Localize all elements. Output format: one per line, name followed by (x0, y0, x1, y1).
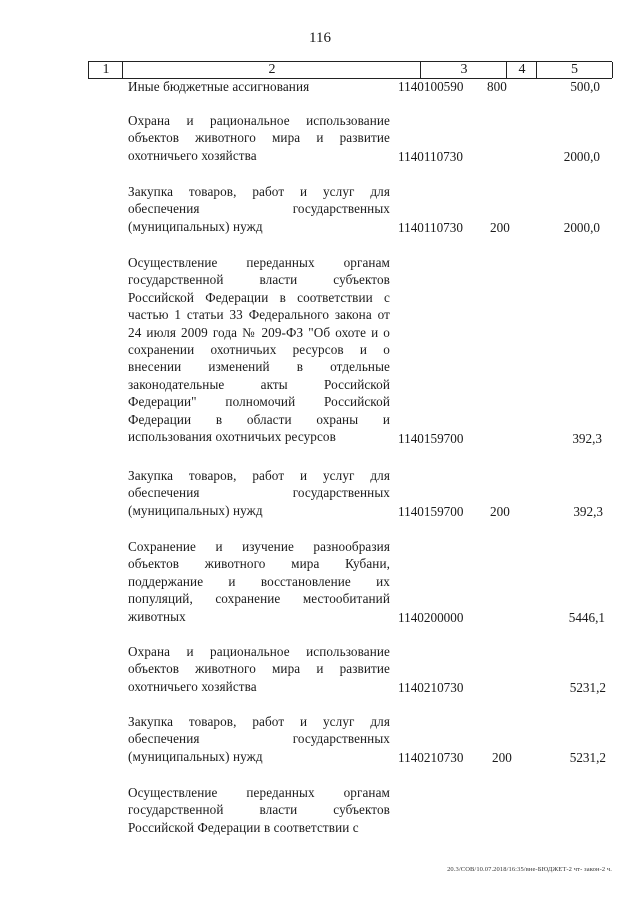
row-name: Закупка товаров, работ и услуг для обеспечения государственных (муниципальных) нужд (128, 714, 390, 764)
table-row (0, 643, 640, 703)
row-code: 1140210730 (398, 680, 464, 695)
table-row (0, 538, 640, 628)
row-name: Охрана и рациональное использование объектов животного мира и развитие охотничьего хозяйства (128, 113, 390, 163)
header-col-4: 4 (506, 62, 537, 78)
row-type: 200 (490, 504, 510, 519)
row-amount: 392,3 (573, 504, 603, 519)
page-number: 116 (309, 30, 331, 46)
row-amount: 5446,1 (568, 610, 605, 625)
row-code: 1140110730 (398, 220, 463, 235)
row-amount: 5231,2 (569, 680, 606, 695)
row-code: 1140200000 (398, 610, 464, 625)
row-name: Закупка товаров, работ и услуг для обеспечения государственных (муниципальных) нужд (128, 184, 390, 234)
table-row (0, 112, 640, 172)
row-type: 800 (487, 79, 507, 94)
row-code: 1140110730 (398, 149, 463, 164)
document-footer-code: 20.3/СОВ/10.07.2018/16:35/вне-БЮДЖЕТ-2 чт- закон-2 ч. (447, 866, 612, 873)
row-code: 1140100590 (398, 79, 464, 94)
row-type: 200 (492, 750, 512, 765)
row-amount: 500,0 (570, 79, 600, 94)
row-code: 1140210730 (398, 750, 464, 765)
row-name: Осуществление переданных органам государственной власти субъектов Российской Федерации в соответствии с (128, 785, 390, 835)
header-col-3: 3 (420, 62, 507, 78)
row-name: Осуществление переданных органам государственной власти субъектов Российской Федерации в соответствии с частью 1 статьи 33 Федерального закона от 24 июля 2009 года № 209-ФЗ "Об охоте и о сохранении охотничьих ресурсов и о внесении изменений в отдельные законодательные акты Российской Федерации" полномочий Российской Федерации в области охраны и использования охотничьих ресурсов (128, 255, 390, 445)
table-header-row (88, 61, 612, 79)
table-row (0, 254, 640, 454)
row-name: Охрана и рациональное использование объектов животного мира и развитие охотничьего хозяйства (128, 644, 390, 694)
header-col-1: 1 (88, 62, 123, 78)
row-type: 200 (490, 220, 510, 235)
table-row (0, 467, 640, 527)
row-amount: 392,3 (572, 431, 602, 446)
row-code: 1140159700 (398, 504, 464, 519)
row-name: Иные бюджетные ассигнования (128, 79, 310, 94)
row-name: Сохранение и изучение разнообразия объектов животного мира Кубани, поддержание и восстановление их популяций, сохранение местообитаний животных (128, 539, 390, 624)
header-col-5: 5 (536, 62, 613, 78)
row-amount: 5231,2 (569, 750, 606, 765)
table-row (0, 183, 640, 243)
row-name: Закупка товаров, работ и услуг для обеспечения государственных (муниципальных) нужд (128, 468, 390, 518)
table-row (0, 78, 640, 98)
header-col-2: 2 (122, 62, 421, 78)
row-code: 1140159700 (398, 431, 464, 446)
table-row (0, 713, 640, 773)
row-amount: 2000,0 (563, 220, 600, 235)
row-amount: 2000,0 (563, 149, 600, 164)
table-row (0, 784, 640, 844)
